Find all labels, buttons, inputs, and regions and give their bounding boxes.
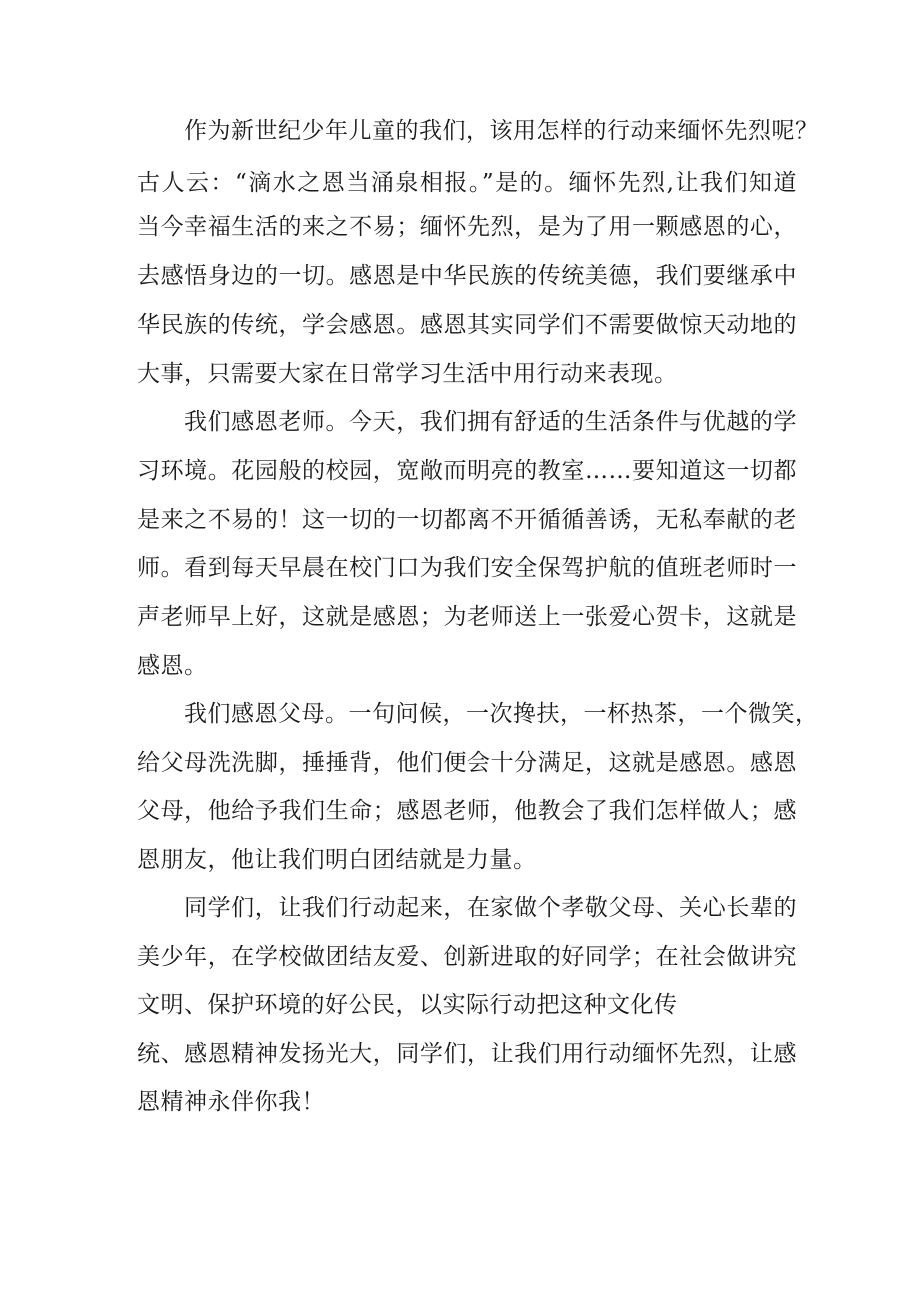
paragraph-4-line-3: 文明、保护环境的好公民，以实际行动把这种文化传 bbox=[137, 992, 678, 1018]
paragraph-4-line-2: 美少年，在学校做团结友爱、创新进取的好同学；在社会做讲究 bbox=[137, 944, 797, 970]
paragraph-1-line-6: 大事，只需要大家在日常学习生活中用行动来表现。 bbox=[137, 361, 678, 387]
paragraph-3-line-2: 给父母洗洗脚，捶捶背，他们便会十分满足，这就是感恩。感恩 bbox=[137, 750, 797, 776]
paragraph-2-line-6: 感恩。 bbox=[137, 653, 208, 679]
paragraph-4-line-5: 恩精神永伴你我！ bbox=[137, 1089, 325, 1115]
paragraph-1-line-3: 当今幸福生活的来之不易；缅怀先烈，是为了用一颗感恩的心， bbox=[137, 214, 797, 240]
paragraph-2-line-5: 声老师早上好，这就是感恩；为老师送上一张爱心贺卡，这就是 bbox=[137, 604, 797, 630]
paragraph-1-line-2: 古人云：“滴水之恩当涌泉相报。”是的。缅怀先烈,让我们知道 bbox=[137, 170, 797, 196]
paragraph-2-line-2: 习环境。花园般的校园，宽敞而明亮的教室……要知道这一切都 bbox=[137, 458, 797, 484]
paragraph-2-line-3: 是来之不易的！这一切的一切都离不开循循善诱，无私奉献的老 bbox=[137, 507, 797, 533]
paragraph-1-line-4: 去感悟身边的一切。感恩是中华民族的传统美德，我们要继承中 bbox=[137, 263, 797, 289]
paragraph-3-line-4: 恩朋友，他让我们明白团结就是力量。 bbox=[137, 847, 537, 873]
paragraph-3-line-1: 我们感恩父母。一句问候，一次搀扶，一杯热茶，一个微笑， bbox=[184, 701, 819, 727]
paragraph-4-line-4: 统、感恩精神发扬光大，同学们，让我们用行动缅怀先烈，让感 bbox=[137, 1041, 797, 1067]
paragraph-3-line-3: 父母，他给予我们生命；感恩老师，他教会了我们怎样做人；感 bbox=[137, 798, 797, 824]
paragraph-4-line-1: 同学们，让我们行动起来，在家做个孝敬父母、关心长辈的 bbox=[184, 895, 797, 921]
paragraph-1-line-5: 华民族的传统，学会感恩。感恩其实同学们不需要做惊天动地的 bbox=[137, 312, 797, 338]
paragraph-2-line-1: 我们感恩老师。今天，我们拥有舒适的生活条件与优越的学 bbox=[184, 409, 797, 435]
paragraph-2-line-4: 师。看到每天早晨在校门口为我们安全保驾护航的值班老师时一 bbox=[137, 555, 797, 581]
paragraph-1-line-1: 作为新世纪少年儿童的我们，该用怎样的行动来缅怀先烈呢？ bbox=[184, 118, 819, 144]
